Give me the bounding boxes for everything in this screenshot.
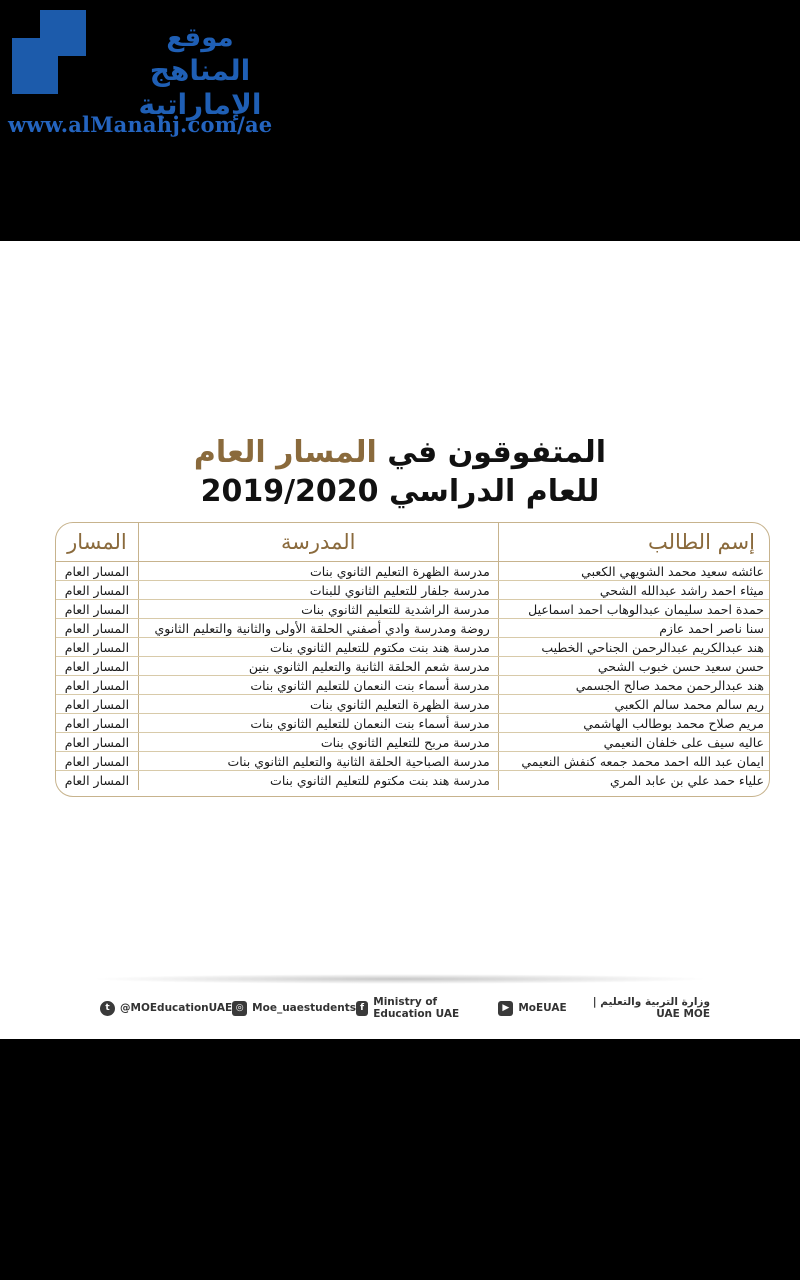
cell-name: ايمان عبد الله احمد محمد جمعه كنفش النعيمي <box>521 753 764 769</box>
instagram-icon: ◎ <box>232 1001 247 1016</box>
cell-name: ميثاء احمد راشد عبدالله الشحي <box>599 582 764 598</box>
social-footer <box>100 997 710 1019</box>
youtube-link[interactable] <box>498 1001 566 1016</box>
cell-school: مدرسة الظهرة التعليم الثانوي بنات <box>138 562 499 580</box>
table-row <box>56 695 769 714</box>
instagram-link[interactable] <box>232 1001 356 1016</box>
cell-name: عائشه سعيد محمد الشويهي الكعبي <box>581 563 764 579</box>
cell-track: المسار العام <box>64 773 130 788</box>
cell-track: المسار العام <box>64 563 130 579</box>
title-line2: للعام الدراسي 2019/2020 <box>200 474 600 509</box>
twitter-icon: t <box>100 1001 115 1016</box>
cell-track: المسار العام <box>64 677 130 693</box>
youtube-handle: MoEUAE <box>518 1002 567 1014</box>
table-row <box>56 657 769 676</box>
site-url[interactable]: www.alManahj.com/ae <box>8 112 273 137</box>
students-table <box>55 522 770 797</box>
cell-track: المسار العام <box>64 715 130 731</box>
cell-name: هند عبدالرحمن محمد صالح الجسمي <box>575 677 764 693</box>
table-header <box>56 523 769 562</box>
title-line1 <box>0 434 800 472</box>
table-row <box>56 600 769 619</box>
title-part1: المتفوقون في <box>387 435 607 470</box>
cell-school: مدرسة الراشدية للتعليم الثانوي بنات <box>138 600 499 618</box>
document-page <box>0 241 800 1039</box>
twitter-link[interactable] <box>100 1001 232 1016</box>
logo-title-line1: موقع <box>166 23 234 53</box>
ministry-label: وزارة التربية والتعليم | UAE MOE <box>592 996 710 1020</box>
cell-school: مدرسة شعم الحلقة الثانية والتعليم الثانوي بنين <box>138 657 499 675</box>
table-row <box>56 619 769 638</box>
cell-name: حسن سعيد حسن خبوب الشحي <box>597 658 764 674</box>
table-body <box>56 562 769 790</box>
table-row <box>56 771 769 790</box>
cell-school: مدرسة هند بنت مكتوم للتعليم الثانوي بنات <box>138 638 499 656</box>
logo-title-line2: المناهج الإماراتية <box>138 54 262 121</box>
table-row <box>56 638 769 657</box>
divider <box>90 974 710 984</box>
cell-name: ريم سالم محمد سالم الكعبي <box>614 696 764 712</box>
table-row <box>56 752 769 771</box>
cell-name: حمدة احمد سليمان عبدالوهاب احمد اسماعيل <box>528 601 764 617</box>
table-row <box>56 581 769 600</box>
instagram-handle: Moe_uaestudents <box>252 1002 357 1014</box>
column-header-school: المدرسة <box>138 523 499 561</box>
cell-school: مدرسة هند بنت مكتوم للتعليم الثانوي بنات <box>138 771 499 790</box>
document-title <box>0 434 800 512</box>
cell-name: سنا ناصر احمد عازم <box>659 620 764 636</box>
twitter-handle: @MOEducationUAE <box>120 1002 233 1014</box>
cell-school: مدرسة الصباحية الحلقة الثانية والتعليم الثانوي بنات <box>138 752 499 770</box>
cell-school: مدرسة الظهرة التعليم الثانوي بنات <box>138 695 499 713</box>
table-row <box>56 733 769 752</box>
cell-track: المسار العام <box>64 734 130 750</box>
cell-name: هند عبدالكريم عبدالرحمن الجناحي الخطيب <box>541 639 764 655</box>
table-row <box>56 676 769 695</box>
column-header-name: إسم الطالب <box>648 530 755 554</box>
cell-school: مدرسة أسماء بنت النعمان للتعليم الثانوي بنات <box>138 676 499 694</box>
cell-school: مدرسة جلفار للتعليم الثانوي للبنات <box>138 581 499 599</box>
cell-track: المسار العام <box>64 658 130 674</box>
cell-track: المسار العام <box>64 601 130 617</box>
cell-name: عاليه سيف على خلفان النعيمي <box>603 734 764 750</box>
site-logo-icon <box>12 10 86 94</box>
youtube-icon: ▶ <box>498 1001 513 1016</box>
cell-track: المسار العام <box>64 696 130 712</box>
facebook-link[interactable] <box>356 996 498 1020</box>
cell-track: المسار العام <box>64 639 130 655</box>
site-header <box>0 0 800 240</box>
cell-track: المسار العام <box>64 582 130 598</box>
cell-track: المسار العام <box>64 620 130 636</box>
cell-school: مدرسة أسماء بنت النعمان للتعليم الثانوي بنات <box>138 714 499 732</box>
table-row <box>56 714 769 733</box>
column-header-track: المسار <box>67 530 127 554</box>
site-logo-title <box>100 22 300 122</box>
cell-name: علياء حمد علي بن عابد المري <box>610 773 764 788</box>
title-accent: المسار العام <box>193 435 377 470</box>
cell-school: مدرسة مربح للتعليم الثانوي بنات <box>138 733 499 751</box>
cell-name: مريم صلاح محمد بوطالب الهاشمي <box>583 715 764 731</box>
table-row <box>56 562 769 581</box>
facebook-icon: f <box>356 1001 368 1016</box>
cell-school: روضة ومدرسة وادي أصفني الحلقة الأولى والثانية والتعليم الثانوي <box>138 619 499 637</box>
facebook-handle: Ministry of Education UAE <box>373 996 460 1020</box>
cell-track: المسار العام <box>64 753 130 769</box>
